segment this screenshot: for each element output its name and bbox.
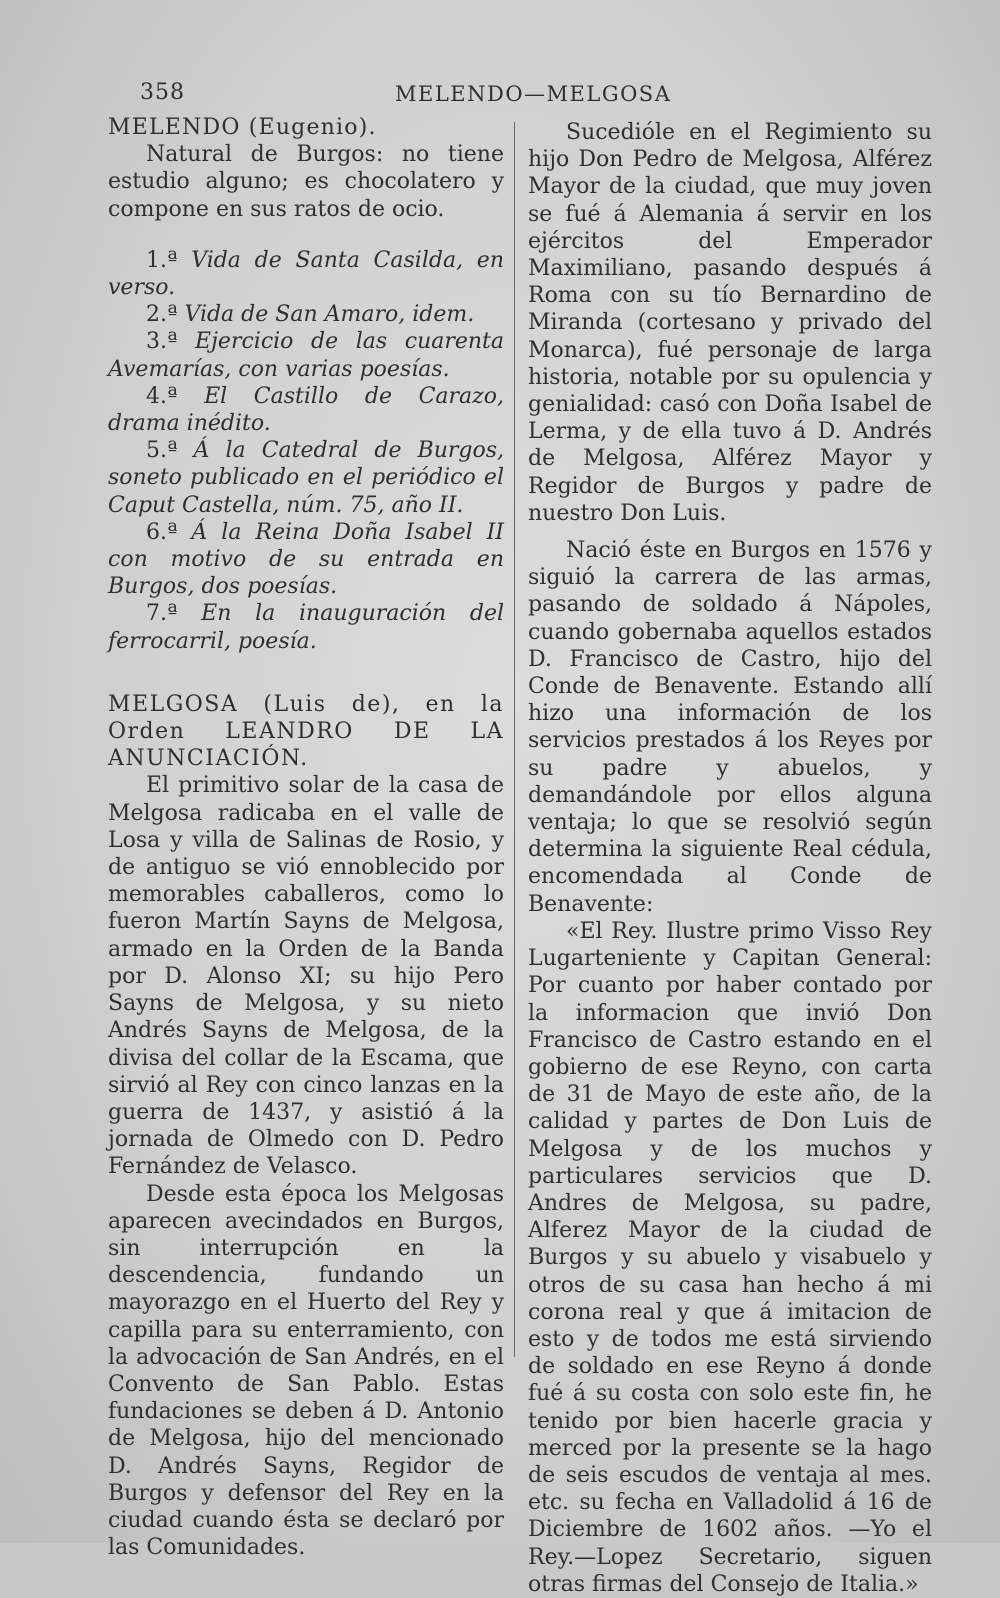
paragraph-succession: Sucedióle en el Regimiento su hijo Don Pedro de Melgosa, Alférez Mayor de la ciudad, que muy joven se fué á Alemania á servir en los ejércitos del Emperador Maximiliano, pasando después á Roma con su tío Bernardino de Miranda (cortesano y privado del Monarca), fué personaje de larga historia, notable por su opulencia y genialidad: casó con Doña Isabel de Lerma, y de ella tuvo á D. Andrés de Melgosa, Alférez Mayor y Regidor de Burgos y padre de nuestro Don Luis.	[528, 120, 932, 526]
works-list-item	[108, 328, 504, 382]
works-list	[108, 247, 504, 655]
works-list-item	[108, 301, 504, 328]
works-list-item	[108, 383, 504, 437]
paragraph-royal-decree: «El Rey. Ilustre primo Visso Rey Lugarteniente y Capitan General: Por cuanto por haber contado por la informacion que invió Don Francisco de Castro estando en el gobierno de ese Reyno, con carta de 31 de Mayo de este año, de la calidad y partes de Don Luis de Melgosa y de los muchos y particulares servicios que D. Andres de Melgosa, su padre, Alferez Mayor de la ciudad de Burgos y su abuelo y visabuelo y otros de su casa han hecho á mi corona real y que á imitacion de esto y de todos me está sirviendo de soldado en ese Reyno á donde fué á su costa con solo este fin, he tenido por bien hacerle gracia y merced por la presente se la hago de seis escudos de ventaja al mes. etc. su fecha en Valladolid á 16 de Diciembre de 1602 años. —Yo el Rey.—Lopez Secretario, siguen otras firmas del Consejo de Italia.»	[528, 918, 932, 1597]
work-title: Vida de San Amaro, idem.	[184, 302, 475, 328]
entry-heading-melendo: MELENDO (Eugenio).	[108, 115, 377, 140]
works-list-item	[108, 247, 504, 301]
work-number: 1.ª	[146, 247, 192, 273]
works-list-item	[108, 437, 504, 519]
work-title: Á la Reina Doña Isabel II con motivo de su entrada en Burgos, dos poesías.	[108, 519, 505, 600]
paragraph-melgosa-burgos: Desde esta época los Melgosas aparecen avecindados en Burgos, sin interrupción en la descendencia, fundando un mayorazgo en el Huerto del Rey y capilla para su enterramiento, con la advocación de San Andrés, en el Convento de San Pablo. Estas fundaciones se deben á D. Antonio de Melgosa, hijo del mencionado D. Andrés Sayns, Regidor de Burgos y defensor del Rey en la ciudad cuando ésta se declaró por las Comunidades.	[108, 1181, 504, 1561]
works-list-item	[108, 600, 504, 654]
page-number: 358	[140, 80, 185, 105]
column-divider	[514, 122, 515, 1357]
right-column	[528, 119, 932, 1598]
work-number: 7.ª	[146, 601, 202, 627]
left-column	[108, 114, 504, 1561]
work-title: En la inauguración del ferrocarril, poesía.	[108, 601, 504, 654]
entry-intro-melendo: Natural de Burgos: no tiene estudio alguno; es chocolatero y compone en sus ratos de ocio.	[108, 142, 504, 222]
paragraph-melgosa-origin: El primitivo solar de la casa de Melgosa radicaba en el valle de Losa y villa de Salinas de Rosio, y de antiguo se vió ennoblecido por memorables caballeros, como lo fueron Martín Sayns de Melgosa, armado en la Orden de la Banda por D. Alonso XI; su hijo Pero Sayns de Melgosa, y su nieto Andrés Sayns de Melgosa, de la divisa del collar de la Escama, que sirvió al Rey con cinco lanzas en la guerra de 1437, y asistió á la jornada de Olmedo con D. Pedro Fernández de Velasco.	[108, 773, 504, 1180]
paragraph-birth: Nació éste en Burgos en 1576 y siguió la carrera de las armas, pasando de soldado á Nápoles, cuando gobernaba aquellos estados D. Francisco de Castro, hijo del Conde de Benavente. Estando allí hizo una información de los servicios prestados á los Reyes por su padre y abuelos, y demandándole por ellos alguna ventaja; lo que se resolvió según determina la siguiente Real cédula, encomendada al Conde de Benavente:	[528, 538, 932, 917]
work-number: 5.ª	[146, 438, 194, 464]
work-number: 4.ª	[146, 383, 205, 409]
work-number: 2.ª	[146, 302, 185, 328]
work-title: Ejercicio de las cuarenta Avemarías, con varias poesías.	[108, 329, 505, 382]
running-head: MELENDO—MELGOSA	[395, 82, 672, 106]
work-title: El Castillo de Carazo, drama inédito.	[108, 383, 504, 437]
work-title: Á la Catedral de Burgos, soneto publicado en el periódico el Caput Castella, núm. 75, año II.	[108, 438, 505, 518]
work-number: 3.ª	[146, 329, 196, 355]
work-title: Vida de Santa Casilda, en verso.	[108, 247, 504, 301]
entry-heading-melgosa: MELGOSA (Luis de), en la Orden LEANDRO DE LA ANUNCIACIÓN.	[108, 691, 504, 772]
page-header	[140, 80, 920, 114]
works-list-item	[108, 519, 504, 601]
work-number: 6.ª	[146, 519, 192, 545]
